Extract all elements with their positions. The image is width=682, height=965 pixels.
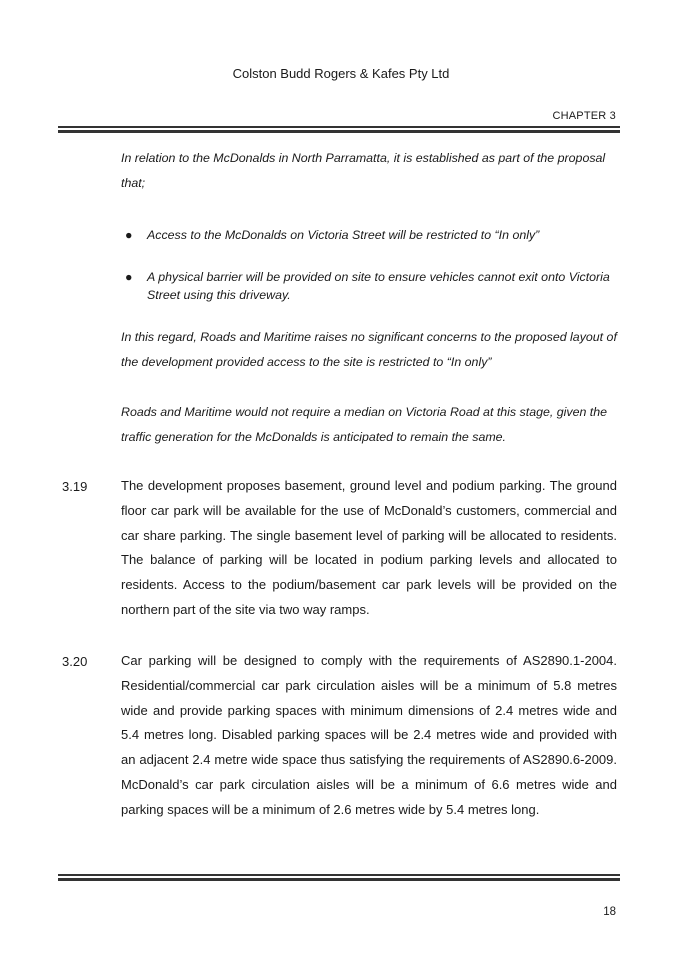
header-rule xyxy=(58,126,620,133)
section-number: 3.19 xyxy=(62,479,88,494)
section-text: Car parking will be designed to comply with the requirements of AS2890.1-2004. Residential/commercial car park circulation aisles will be a minimum of 5.8 metres wide and provide parking spaces with minimum dimensions of 2.4 metres wide and 5.4 metres long. Disabled parking spaces will be 2.4 metres wide and provided with an adjacent 2.4 metre wide space thus satisfying the requirements of AS2890.6-2009. McDonald’s car park circulation aisles will be a minimum of 6.6 metres wide and parking spaces will be a minimum of 2.6 metres wide by 5.4 metres long. xyxy=(121,653,617,817)
page-number: 18 xyxy=(603,906,616,918)
bullet-icon: ● xyxy=(125,228,133,242)
quoted-paragraph-1: In this regard, Roads and Maritime raises no significant concerns to the proposed layout of the development provided access to the site is restricted to “In only” xyxy=(121,330,617,369)
bullet-text: A physical barrier will be provided on site to ensure vehicles cannot exit onto Victoria Street using this driveway. xyxy=(147,270,610,302)
section-number: 3.20 xyxy=(62,654,88,669)
footer-rule xyxy=(58,874,620,881)
quoted-intro: In relation to the McDonalds in North Parramatta, it is established as part of the proposal that; xyxy=(121,151,606,190)
quoted-paragraph-2: Roads and Maritime would not require a median on Victoria Road at this stage, given the traffic generation for the McDonalds is anticipated to remain the same. xyxy=(121,405,608,444)
bullet-icon: ● xyxy=(125,270,133,284)
company-name: Colston Budd Rogers & Kafes Pty Ltd xyxy=(232,66,450,81)
bullet-text: Access to the McDonalds on Victoria Street will be restricted to “In only” xyxy=(147,228,540,242)
chapter-label: CHAPTER 3 xyxy=(552,110,616,122)
section-text: The development proposes basement, ground level and podium parking. The ground floor car park will be available for the use of McDonald’s customers, commercial and car share parking. The single basement level of parking will be allocated to residents. The balance of parking will be located in podium parking levels and allocated to residents. Access to the podium/basement car park levels will be provided on the northern part of the site via two way ramps. xyxy=(121,478,617,617)
